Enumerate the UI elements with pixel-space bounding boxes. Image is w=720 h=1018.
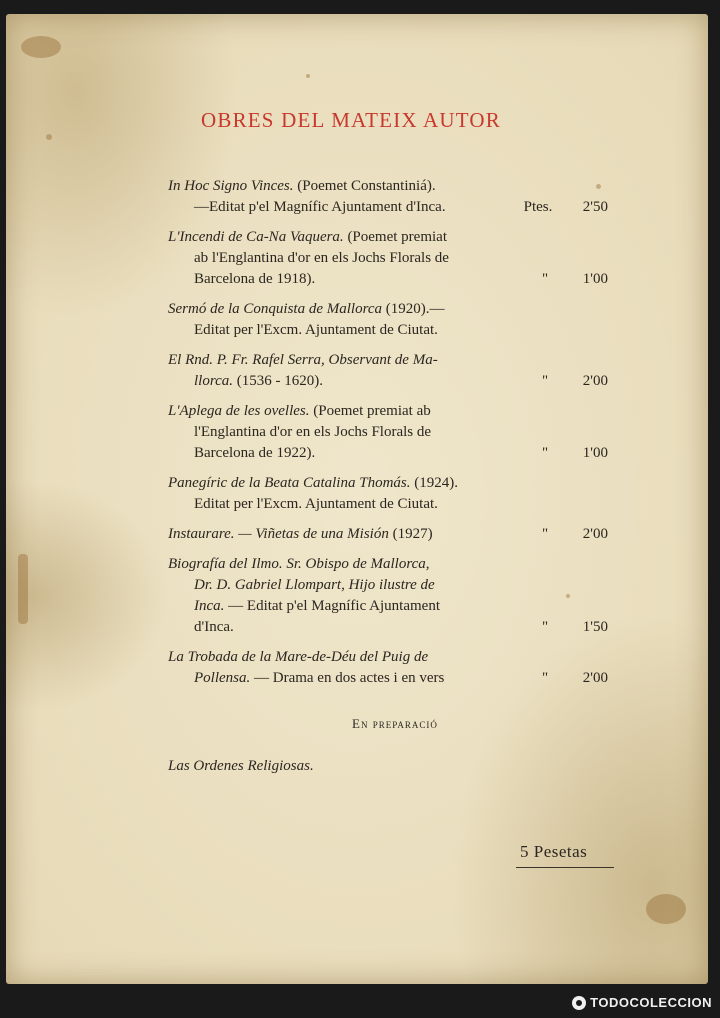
preparation-heading: En preparació xyxy=(352,716,438,731)
price-currency-mark: " xyxy=(541,619,549,635)
work-entry-line xyxy=(168,176,508,197)
price-amount: 1'00 xyxy=(582,271,608,287)
price-currency-mark: " xyxy=(541,526,549,542)
work-entry-text xyxy=(168,554,508,638)
work-entry-line xyxy=(168,443,508,464)
cover-price: 5 Pesetas xyxy=(520,842,588,861)
work-entry-line xyxy=(168,197,508,218)
price-amount: 1'50 xyxy=(582,619,608,635)
work-entry-line xyxy=(168,371,508,392)
work-entry-line xyxy=(168,401,508,422)
work-price xyxy=(516,197,608,218)
forthcoming-title: Las Ordenes Religiosas. xyxy=(168,758,314,774)
work-entry-line xyxy=(168,668,508,689)
work-entry xyxy=(168,227,608,290)
price-underline xyxy=(516,867,614,868)
work-price xyxy=(530,617,608,638)
work-entry xyxy=(168,401,608,464)
work-entry-line xyxy=(168,473,508,494)
work-price xyxy=(530,371,608,392)
work-title-italic: Pollensa. xyxy=(194,670,251,686)
work-detail-text: d'Inca. xyxy=(194,619,234,635)
work-entry-text xyxy=(168,473,508,515)
work-title-italic: L'Aplega de les ovelles. xyxy=(168,403,310,419)
section-heading: OBRES DEL MATEIX AUTOR xyxy=(201,108,501,132)
work-entry-line xyxy=(168,596,508,617)
work-detail-text: Editat per l'Excm. Ajuntament de Ciutat. xyxy=(194,322,438,338)
work-entry-line xyxy=(168,227,508,248)
work-title-italic: Sermó de la Conquista de Mallorca xyxy=(168,301,383,317)
work-price xyxy=(530,524,608,545)
work-entry-text xyxy=(168,524,508,545)
work-entry xyxy=(168,473,608,515)
work-title-italic: L'Incendi de Ca-Na Vaquera. xyxy=(168,229,344,245)
price-amount: 2'50 xyxy=(582,199,608,215)
price-amount: 2'00 xyxy=(582,670,608,686)
price-currency-mark: " xyxy=(541,373,549,389)
stain-mark xyxy=(46,134,52,140)
work-title-italic: Instaurare. — Viñetas de una Misión xyxy=(168,526,389,542)
stain-mark xyxy=(306,74,310,78)
work-entry-line xyxy=(168,248,508,269)
work-detail-text: (1927) xyxy=(388,526,433,542)
work-entry-line xyxy=(168,554,508,575)
price-amount: 2'00 xyxy=(582,526,608,542)
work-detail-text: Barcelona de 1918). xyxy=(194,271,316,287)
work-detail-text: — Editat p'el Magnífic Ajuntament xyxy=(224,598,440,614)
work-detail-text: (Poemet premiat xyxy=(343,229,447,245)
watermark xyxy=(572,995,712,1010)
work-title-italic: El Rnd. P. Fr. Rafel Serra, Observant de Ma- xyxy=(168,352,438,368)
watermark-logo-icon xyxy=(572,996,586,1010)
work-entry-text xyxy=(168,350,508,392)
work-detail-text: Editat per l'Excm. Ajuntament de Ciutat. xyxy=(194,496,438,512)
work-detail-text: (1536 - 1620). xyxy=(233,373,324,389)
work-entry xyxy=(168,647,608,689)
stain-mark xyxy=(18,554,28,624)
work-detail-text: (Poemet Constantiniá). xyxy=(293,178,436,194)
work-detail-text: Barcelona de 1922). xyxy=(194,445,316,461)
work-entry xyxy=(168,554,608,638)
work-title-italic: Panegíric de la Beata Catalina Thomás. xyxy=(168,475,411,491)
stain-mark xyxy=(646,894,686,924)
work-entry-text xyxy=(168,401,508,464)
work-entry-line xyxy=(168,299,508,320)
work-title-italic: llorca. xyxy=(194,373,234,389)
work-title-italic: Biografía del Ilmo. Sr. Obispo de Mallorca, xyxy=(168,556,430,572)
work-entry-text xyxy=(168,647,508,689)
work-entry-line xyxy=(168,320,508,341)
work-detail-text: (1920).— xyxy=(382,301,445,317)
price-amount: 1'00 xyxy=(582,445,608,461)
work-title-italic: Dr. D. Gabriel Llompart, Hijo ilustre de xyxy=(194,577,435,593)
work-detail-text: ab l'Englantina d'or en els Jochs Florals de xyxy=(194,250,449,266)
work-detail-text: l'Englantina d'or en els Jochs Florals de xyxy=(194,424,432,440)
work-title-italic: Inca. xyxy=(194,598,225,614)
work-title-italic: In Hoc Signo Vinces. xyxy=(168,178,294,194)
work-entry-line xyxy=(168,269,508,290)
work-entry xyxy=(168,176,608,218)
price-currency-mark: " xyxy=(541,445,549,461)
work-detail-text: — Drama en dos actes i en vers xyxy=(250,670,445,686)
work-entry-line xyxy=(168,422,508,443)
work-price xyxy=(530,269,608,290)
work-detail-text: (Poemet premiat ab xyxy=(309,403,431,419)
price-currency-mark: Ptes. xyxy=(523,199,553,215)
work-entry-text xyxy=(168,227,508,290)
work-entry-text xyxy=(168,176,508,218)
work-entry-line xyxy=(168,617,508,638)
work-price xyxy=(530,668,608,689)
work-entry-line xyxy=(168,350,508,371)
work-entry-text xyxy=(168,299,508,341)
work-entry-line xyxy=(168,575,508,596)
work-entry-line xyxy=(168,524,508,545)
price-currency-mark: " xyxy=(541,271,549,287)
price-currency-mark: " xyxy=(541,670,549,686)
work-title-italic: La Trobada de la Mare-de-Déu del Puig de xyxy=(168,649,429,665)
stain-mark xyxy=(21,36,61,58)
work-entry-line xyxy=(168,647,508,668)
work-entry xyxy=(168,350,608,392)
price-amount: 2'00 xyxy=(582,373,608,389)
work-entry xyxy=(168,524,608,545)
work-entry-line xyxy=(168,494,508,515)
watermark-text: TODOCOLECCION xyxy=(590,995,712,1010)
work-detail-text: (1924). xyxy=(410,475,458,491)
work-price xyxy=(530,443,608,464)
work-entry xyxy=(168,299,608,341)
works-list xyxy=(168,176,608,698)
work-detail-text: —Editat p'el Magnífic Ajuntament d'Inca. xyxy=(194,199,446,215)
